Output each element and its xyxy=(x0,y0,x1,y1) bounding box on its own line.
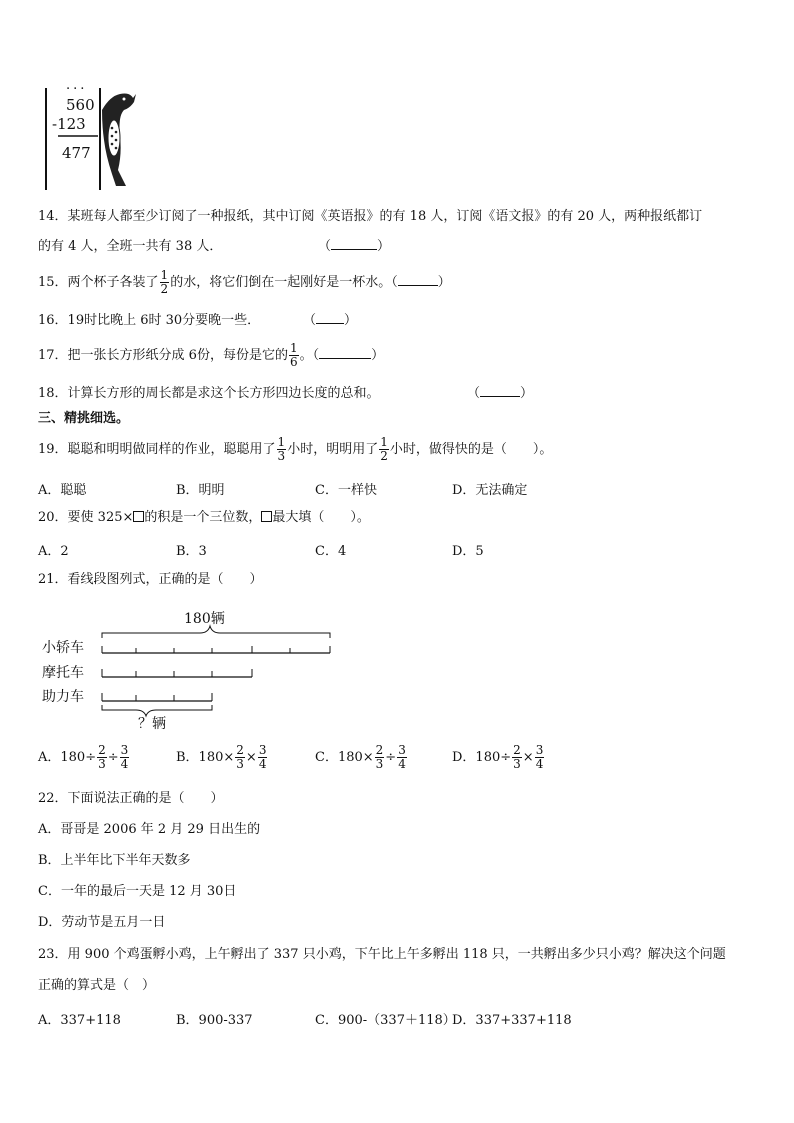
q22-option-c[interactable]: C．一年的最后一天是 12 月 30日 xyxy=(38,884,237,899)
q15-blank[interactable] xyxy=(398,285,438,286)
motorcycle-segment xyxy=(102,669,252,677)
q21-option-a[interactable]: A．180÷ $\frac{2}{3}$ ÷ $\frac{3}{4}$ xyxy=(38,743,129,771)
q14-text: 14．某班每人都至少订阅了一种报纸，其中订阅《英语报》的有 18 人，订阅《语文报》的有 20 人，两种报纸都订 xyxy=(38,209,703,224)
q19-option-c[interactable]: C．一样快 xyxy=(315,483,377,498)
diagram-row-moped: 助力车 xyxy=(42,689,84,705)
diagram-row-car: 小轿车 xyxy=(42,640,84,656)
q19-option-a[interactable]: A．聪聪 xyxy=(38,483,87,498)
q19-fraction-1: $\frac{1}{3}$ xyxy=(277,435,286,463)
question-20: 20．要使 325× 的积是一个三位数， 最大填（ ）。 xyxy=(38,510,370,525)
woodpecker-icon xyxy=(102,94,136,187)
q18-blank[interactable] xyxy=(480,396,520,397)
question-18: 18．计算长方形的周长都是求这个长方形四边长度的总和。 xyxy=(38,386,380,401)
question-17: 17．把一张长方形纸分成 6份，每份是它的 $\frac{1}{6}$ 。（ ） xyxy=(38,341,385,369)
calc-figure xyxy=(40,78,140,192)
q19-fraction-2: $\frac{1}{2}$ xyxy=(380,435,388,463)
q17-fraction: $\frac{1}{6}$ xyxy=(289,341,298,369)
q23-option-b[interactable]: B．900-337 xyxy=(176,1013,253,1028)
q14-text2: 的有 4 人，全班一共有 38 人． xyxy=(38,239,223,254)
blank-square-icon xyxy=(261,511,272,522)
diagram-question-label: ？辆 xyxy=(138,716,166,732)
calc-subtrahend: -123 xyxy=(52,115,86,133)
calc-result: 477 xyxy=(62,144,91,162)
car-segment xyxy=(102,646,330,653)
q15-fraction: $\frac{1}{2}$ xyxy=(160,268,169,296)
q22-option-a[interactable]: A．哥哥是 2006 年 2 月 29 日出生的 xyxy=(38,822,261,837)
diagram-row-motorcycle: 摩托车 xyxy=(42,665,84,681)
q20-option-c[interactable]: C．4 xyxy=(315,544,347,559)
q16-answer[interactable]: （ ） xyxy=(303,313,358,328)
q23-option-d[interactable]: D．337+337+118 xyxy=(452,1013,572,1028)
q18-answer[interactable]: （ ） xyxy=(467,386,534,401)
question-23-line2: 正确的算式是（ ） xyxy=(38,978,156,993)
q17-blank[interactable] xyxy=(319,358,371,359)
q20-option-b[interactable]: B．3 xyxy=(176,544,207,559)
q22-option-d[interactable]: D．劳动节是五月一日 xyxy=(38,915,166,930)
question-22: 22．下面说法正确的是（ ） xyxy=(38,791,224,806)
calc-minuend: 560 xyxy=(66,96,95,114)
q16-blank[interactable] xyxy=(316,323,344,324)
blank-square-icon xyxy=(133,511,144,522)
q22-option-b[interactable]: B．上半年比下半年天数多 xyxy=(38,853,191,868)
question-21: 21．看线段图列式，正确的是（ ） xyxy=(38,572,263,587)
q19-option-d[interactable]: D．无法确定 xyxy=(452,483,528,498)
section-3-heading: 三、精挑细选。 xyxy=(38,411,130,426)
question-15: 15．两个杯子各装了 $\frac{1}{2}$ 的水，将它们倒在一起刚好是一杯水。（ ） xyxy=(38,268,451,296)
q20-option-a[interactable]: A．2 xyxy=(38,544,69,559)
question-19: 19．聪聪和明明做同样的作业，聪聪用了 $\frac{1}{3}$ 小时，明明用了 $\frac{1}{2}$ 小时，做得快的是（ ）。 xyxy=(38,435,553,463)
line-segment-diagram xyxy=(40,606,340,734)
q20-option-d[interactable]: D．5 xyxy=(452,544,484,559)
q23-option-c[interactable]: C．900-（337＋118） xyxy=(315,1013,456,1028)
question-14-line2 xyxy=(38,238,222,256)
q14-answer[interactable]: （ ） xyxy=(318,239,391,254)
q21-option-b[interactable]: B．180× $\frac{2}{3}$ × $\frac{3}{4}$ xyxy=(176,743,267,771)
calc-dots: ... xyxy=(66,78,88,93)
question-14 xyxy=(38,208,702,226)
q19-option-b[interactable]: B．明明 xyxy=(176,483,225,498)
q21-option-c[interactable]: C．180× $\frac{2}{3}$ ÷ $\frac{3}{4}$ xyxy=(315,743,406,771)
question-16: 16．19时比晚上 6时 30分要晚一些． xyxy=(38,313,261,328)
q14-blank[interactable] xyxy=(331,249,377,250)
q21-option-d[interactable]: D．180÷ $\frac{2}{3}$ × $\frac{3}{4}$ xyxy=(452,743,544,771)
diagram-total-label: 180辆 xyxy=(184,611,225,627)
question-23: 23．用 900 个鸡蛋孵小鸡，上午孵出了 337 只小鸡，下午比上午多孵出 118 只，一共孵出多少只小鸡？解决这个问题 xyxy=(38,947,726,962)
moped-segment xyxy=(102,693,212,701)
q23-option-a[interactable]: A．337+118 xyxy=(38,1013,121,1028)
